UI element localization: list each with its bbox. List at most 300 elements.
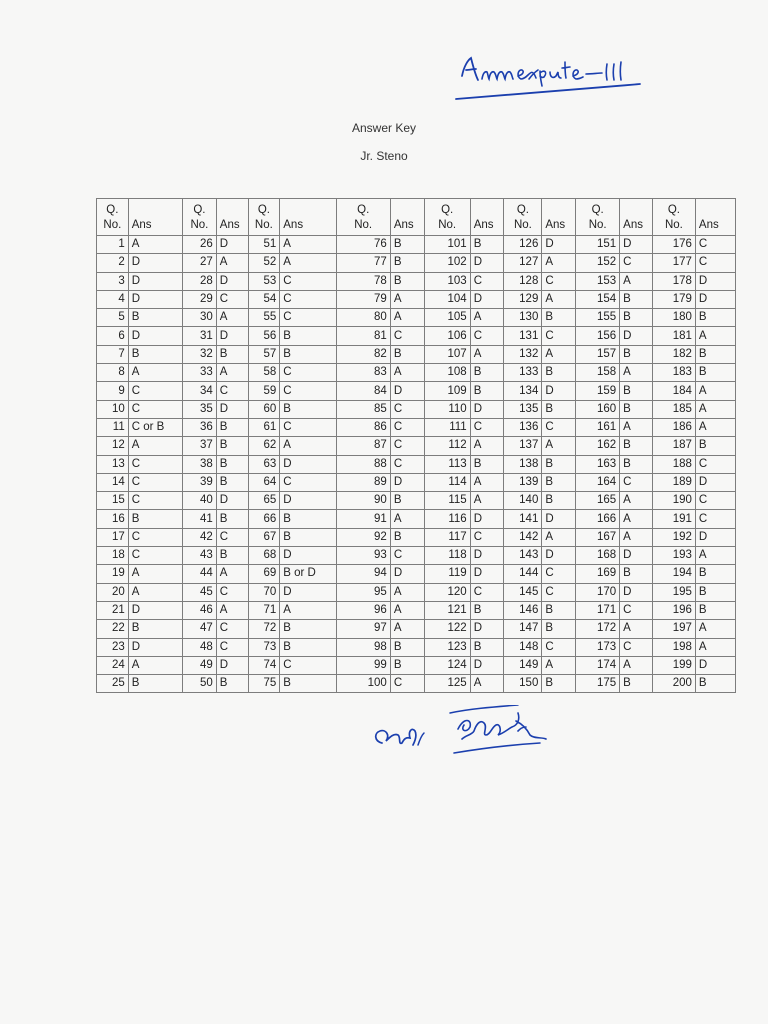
question-number: 28 [183,272,217,290]
answer-cell: C [390,437,424,455]
answer-cell: D [470,565,504,583]
question-number: 180 [652,309,695,327]
answer-cell: C [216,528,248,546]
answer-cell: B [280,638,336,656]
answer-cell: C [280,272,336,290]
answer-key-table [96,198,736,693]
answer-cell: B [216,510,248,528]
question-number: 26 [183,236,217,254]
question-number: 79 [336,290,390,308]
table-row [97,400,736,418]
answer-header: Ans [695,199,735,236]
answer-cell: A [542,345,576,363]
question-number: 128 [504,272,542,290]
question-number: 27 [183,254,217,272]
answer-cell: A [620,620,653,638]
question-number: 140 [504,492,542,510]
question-number: 16 [97,510,129,528]
question-number: 178 [652,272,695,290]
answer-cell: C [128,547,182,565]
question-number: 183 [652,364,695,382]
question-number: 64 [248,473,280,491]
question-number: 158 [576,364,620,382]
answer-cell: D [128,290,182,308]
question-number: 138 [504,455,542,473]
question-number: 36 [183,418,217,436]
answer-cell: B [620,565,653,583]
answer-cell: A [390,620,424,638]
answer-cell: A [620,364,653,382]
answer-cell: A [280,236,336,254]
question-number: 111 [424,418,470,436]
answer-cell: A [695,547,735,565]
question-number: 166 [576,510,620,528]
question-number: 139 [504,473,542,491]
question-number: 21 [97,601,129,619]
question-number: 41 [183,510,217,528]
answer-cell: B [470,601,504,619]
question-number: 94 [336,565,390,583]
question-number: 116 [424,510,470,528]
q-number-header: Q. No. [336,199,390,236]
question-number: 77 [336,254,390,272]
q-number-header: Q. No. [424,199,470,236]
question-number: 161 [576,418,620,436]
question-number: 175 [576,675,620,693]
question-number: 38 [183,455,217,473]
question-number: 65 [248,492,280,510]
question-number: 97 [336,620,390,638]
table-row [97,290,736,308]
answer-cell: A [620,528,653,546]
question-number: 190 [652,492,695,510]
question-number: 101 [424,236,470,254]
answer-cell: A [542,656,576,674]
answer-cell: D [695,272,735,290]
question-number: 6 [97,327,129,345]
question-number: 32 [183,345,217,363]
answer-cell: A [216,565,248,583]
answer-header: Ans [128,199,182,236]
answer-cell: D [695,656,735,674]
answer-cell: C [542,565,576,583]
answer-cell: C [542,638,576,656]
question-number: 171 [576,601,620,619]
question-number: 30 [183,309,217,327]
question-number: 113 [424,455,470,473]
answer-cell: A [620,492,653,510]
question-number: 195 [652,583,695,601]
answer-header: Ans [390,199,424,236]
question-number: 108 [424,364,470,382]
question-number: 136 [504,418,542,436]
question-number: 9 [97,382,129,400]
table-row [97,327,736,345]
question-number: 98 [336,638,390,656]
question-number: 193 [652,547,695,565]
answer-cell: B [216,345,248,363]
answer-cell: A [470,437,504,455]
answer-cell: D [280,492,336,510]
question-number: 4 [97,290,129,308]
question-number: 189 [652,473,695,491]
question-number: 33 [183,364,217,382]
answer-cell: C [620,638,653,656]
question-number: 115 [424,492,470,510]
question-number: 43 [183,547,217,565]
answer-cell: D [216,236,248,254]
question-number: 15 [97,492,129,510]
answer-cell: D [470,400,504,418]
answer-cell: B [542,400,576,418]
annexure-handwritten-label [452,52,652,108]
question-number: 105 [424,309,470,327]
question-number: 172 [576,620,620,638]
table-row [97,492,736,510]
answer-cell: D [470,290,504,308]
answer-cell: A [620,272,653,290]
question-number: 89 [336,473,390,491]
answer-cell: D [542,382,576,400]
answer-cell: B [695,565,735,583]
signatures [368,705,568,757]
answer-cell: A [542,254,576,272]
question-number: 45 [183,583,217,601]
question-number: 50 [183,675,217,693]
question-number: 145 [504,583,542,601]
table-row [97,364,736,382]
question-number: 191 [652,510,695,528]
answer-cell: B [216,418,248,436]
question-number: 49 [183,656,217,674]
answer-cell: C [390,547,424,565]
answer-cell: B [216,547,248,565]
answer-cell: B [390,656,424,674]
answer-cell: B or D [280,565,336,583]
answer-cell: B [542,620,576,638]
question-number: 75 [248,675,280,693]
answer-cell: A [620,418,653,436]
answer-cell: C [542,418,576,436]
answer-cell: B [542,455,576,473]
q-number-header: Q. No. [97,199,129,236]
question-number: 197 [652,620,695,638]
answer-cell: C [390,327,424,345]
question-number: 103 [424,272,470,290]
answer-cell: C [216,620,248,638]
answer-cell: C [470,418,504,436]
question-number: 96 [336,601,390,619]
answer-cell: B [470,236,504,254]
question-number: 88 [336,455,390,473]
answer-cell: A [695,418,735,436]
answer-cell: B [470,364,504,382]
question-number: 170 [576,583,620,601]
answer-cell: B [620,675,653,693]
question-number: 100 [336,675,390,693]
answer-cell: A [216,254,248,272]
answer-cell: C [280,382,336,400]
answer-cell: D [695,528,735,546]
table-row [97,309,736,327]
question-number: 18 [97,547,129,565]
question-number: 114 [424,473,470,491]
answer-cell: B [620,400,653,418]
question-number: 122 [424,620,470,638]
question-number: 48 [183,638,217,656]
question-number: 76 [336,236,390,254]
question-number: 148 [504,638,542,656]
question-number: 184 [652,382,695,400]
answer-cell: B [695,437,735,455]
answer-cell: B [470,382,504,400]
question-number: 132 [504,345,542,363]
answer-cell: B [620,290,653,308]
question-number: 69 [248,565,280,583]
question-number: 135 [504,400,542,418]
answer-cell: B [128,309,182,327]
answer-cell: C [280,364,336,382]
answer-cell: D [695,290,735,308]
question-number: 162 [576,437,620,455]
question-number: 52 [248,254,280,272]
question-number: 10 [97,400,129,418]
answer-cell: C [542,583,576,601]
question-number: 84 [336,382,390,400]
answer-cell: B [280,345,336,363]
answer-cell: B [620,437,653,455]
question-number: 91 [336,510,390,528]
answer-cell: D [620,327,653,345]
question-number: 199 [652,656,695,674]
answer-cell: C [695,236,735,254]
answer-cell: C [280,309,336,327]
answer-cell: B [128,510,182,528]
question-number: 200 [652,675,695,693]
question-number: 5 [97,309,129,327]
question-number: 146 [504,601,542,619]
question-number: 156 [576,327,620,345]
answer-cell: C [216,382,248,400]
answer-cell: C [695,510,735,528]
question-number: 194 [652,565,695,583]
question-number: 141 [504,510,542,528]
question-number: 59 [248,382,280,400]
answer-header: Ans [470,199,504,236]
answer-cell: B [280,510,336,528]
answer-cell: C [128,400,182,418]
answer-cell: D [128,272,182,290]
answer-cell: C [390,675,424,693]
answer-cell: B [390,492,424,510]
answer-cell: C [620,473,653,491]
answer-cell: C [470,583,504,601]
question-number: 93 [336,547,390,565]
answer-cell: C [128,382,182,400]
question-number: 74 [248,656,280,674]
answer-cell: A [128,364,182,382]
question-number: 176 [652,236,695,254]
answer-cell: C [470,327,504,345]
answer-cell: A [128,656,182,674]
answer-cell: B [542,675,576,693]
table-row [97,473,736,491]
q-number-header: Q. No. [248,199,280,236]
answer-cell: B [470,455,504,473]
question-number: 35 [183,400,217,418]
table-row [97,547,736,565]
table-row [97,437,736,455]
question-number: 174 [576,656,620,674]
answer-cell: B [695,364,735,382]
answer-cell: B [390,236,424,254]
table-row [97,620,736,638]
question-number: 186 [652,418,695,436]
question-number: 137 [504,437,542,455]
question-number: 23 [97,638,129,656]
answer-cell: D [542,547,576,565]
answer-cell: B [128,345,182,363]
question-number: 39 [183,473,217,491]
answer-cell: B [470,638,504,656]
question-number: 164 [576,473,620,491]
answer-cell: B [695,583,735,601]
answer-cell: A [390,290,424,308]
question-number: 118 [424,547,470,565]
question-number: 80 [336,309,390,327]
question-number: 125 [424,675,470,693]
question-number: 62 [248,437,280,455]
question-number: 142 [504,528,542,546]
document-subtitle: Jr. Steno [360,149,408,163]
question-number: 165 [576,492,620,510]
question-number: 169 [576,565,620,583]
question-number: 46 [183,601,217,619]
question-number: 159 [576,382,620,400]
table-row [97,638,736,656]
answer-cell: C [390,455,424,473]
question-number: 56 [248,327,280,345]
answer-cell: B [695,309,735,327]
question-number: 117 [424,528,470,546]
answer-cell: A [128,437,182,455]
answer-cell: A [216,601,248,619]
question-number: 167 [576,528,620,546]
question-number: 168 [576,547,620,565]
answer-header: Ans [620,199,653,236]
answer-cell: C [542,327,576,345]
answer-cell: D [280,547,336,565]
question-number: 82 [336,345,390,363]
table-row [97,455,736,473]
question-number: 104 [424,290,470,308]
question-number: 157 [576,345,620,363]
question-number: 63 [248,455,280,473]
answer-cell: B [216,675,248,693]
question-number: 102 [424,254,470,272]
answer-cell: B [620,455,653,473]
table-row [97,345,736,363]
header-row [97,199,736,236]
answer-cell: B [390,528,424,546]
question-number: 29 [183,290,217,308]
answer-cell: B [620,309,653,327]
answer-cell: D [542,236,576,254]
question-number: 119 [424,565,470,583]
q-number-header: Q. No. [652,199,695,236]
question-number: 44 [183,565,217,583]
answer-cell: C [695,455,735,473]
answer-cell: D [620,547,653,565]
answer-cell: C [280,290,336,308]
question-number: 31 [183,327,217,345]
answer-cell: A [470,675,504,693]
answer-cell: D [390,565,424,583]
question-number: 60 [248,400,280,418]
answer-cell: C [128,455,182,473]
question-number: 54 [248,290,280,308]
question-number: 11 [97,418,129,436]
question-number: 87 [336,437,390,455]
question-number: 109 [424,382,470,400]
q-number-header: Q. No. [183,199,217,236]
answer-cell: A [695,620,735,638]
answer-cell: B [542,473,576,491]
question-number: 61 [248,418,280,436]
table-row [97,656,736,674]
table-row [97,583,736,601]
answer-cell: C [128,492,182,510]
question-number: 19 [97,565,129,583]
question-number: 163 [576,455,620,473]
answer-cell: B [542,492,576,510]
question-number: 2 [97,254,129,272]
answer-cell: C [542,272,576,290]
answer-cell: D [216,327,248,345]
answer-header: Ans [280,199,336,236]
question-number: 85 [336,400,390,418]
answer-cell: B [620,345,653,363]
question-number: 196 [652,601,695,619]
answer-cell: A [128,565,182,583]
answer-cell: A [620,510,653,528]
answer-cell: A [542,528,576,546]
answer-cell: D [470,547,504,565]
question-number: 8 [97,364,129,382]
question-number: 188 [652,455,695,473]
question-number: 25 [97,675,129,693]
answer-cell: D [390,382,424,400]
answer-cell: D [470,620,504,638]
answer-cell: B [390,254,424,272]
question-number: 47 [183,620,217,638]
question-number: 181 [652,327,695,345]
question-number: 78 [336,272,390,290]
question-number: 126 [504,236,542,254]
answer-cell: A [390,309,424,327]
question-number: 143 [504,547,542,565]
answer-cell: D [620,583,653,601]
answer-cell: D [280,455,336,473]
question-number: 121 [424,601,470,619]
question-number: 155 [576,309,620,327]
answer-cell: B [128,620,182,638]
answer-cell: B [280,620,336,638]
question-number: 67 [248,528,280,546]
table-row [97,510,736,528]
answer-cell: D [128,638,182,656]
answer-cell: D [128,327,182,345]
